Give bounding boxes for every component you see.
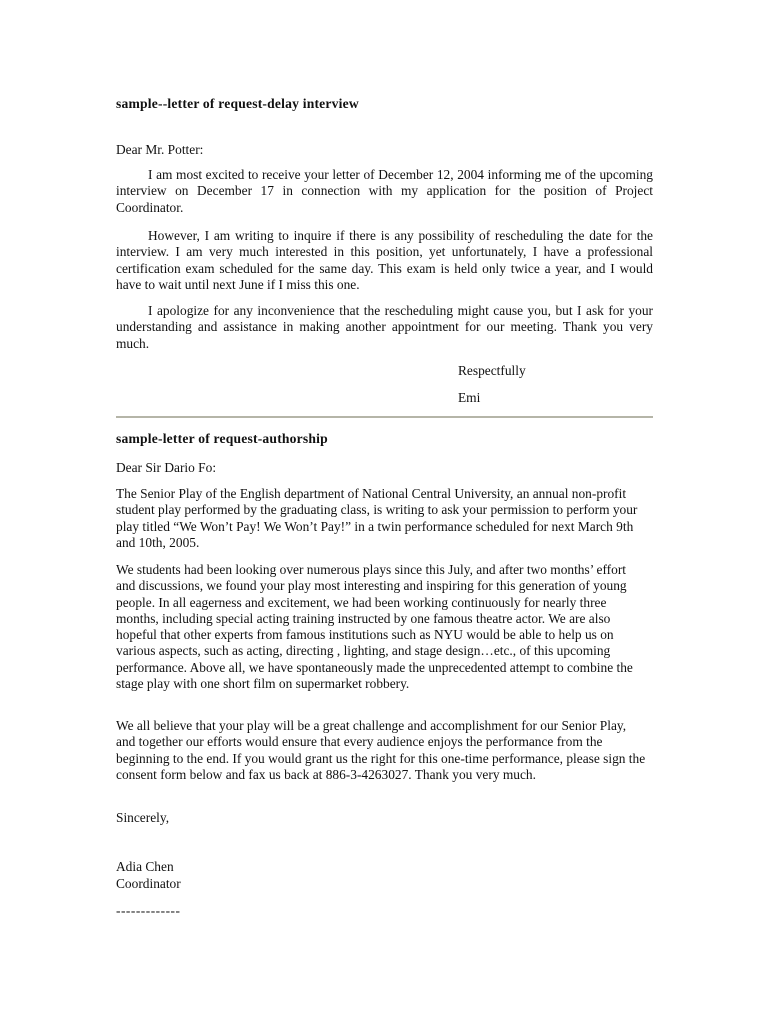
letter1-salutation: Dear Mr. Potter: [116,142,204,157]
section-divider [116,416,653,418]
letter2-salutation: Dear Sir Dario Fo: [116,460,217,475]
letter1-title: sample--letter of request-delay interview [116,96,359,111]
letter2-signer-title: Coordinator [116,876,181,891]
letter1-closing: Respectfully [458,363,526,378]
letter2-paragraph-3: We all believe that your play will be a great challenge and accomplishment for our Senior Play, and together our efforts would ensure that every audience enjoys the performance from the beginning to the end. If you would grant us the right for this one-time performance, please sign the consent form below and fax us back at 886-3-4263027. Thank you very much. [116,718,646,782]
letter1-paragraph-1: I am most excited to receive your letter of December 12, 2004 informing me of the upcoming interview on December 17 in connection with my application for the position of Project Coordinator. [116,167,653,215]
letter1-paragraph-2: However, I am writing to inquire if there is any possibility of rescheduling the date for the interview. I am very much interested in this position, yet unfortunately, I have a professional certification exam scheduled for the same day. This exam is held only twice a year, and I would have to wait until next June if I miss this one. [116,228,653,292]
letter2-paragraph-1: The Senior Play of the English department of National Central University, an annual non-profit student play performed by the graduating class, is writing to ask your permission to perform your play titled “We Won’t Pay! We Won’t Pay!” in a twin performance scheduled for next March 9th and 10th, 2005. [116,486,638,550]
letter2-signer-name: Adia Chen [116,859,174,874]
letter2-closing: Sincerely, [116,810,170,825]
letter1-paragraph-3: I apologize for any inconvenience that the rescheduling might cause you, but I ask for your understanding and assistance in making another appointment for our meeting. Thank you very much. [116,303,653,351]
signature-separator: ------------- [116,903,181,918]
letter2-paragraph-2: We students had been looking over numerous plays since this July, and after two months’ effort and discussions, we found your play most interesting and inspiring for this generation of young people. In all eagerness and excitement, we had been working continuously for nearly three months, including special acting training instructed by one famous theatre actor. We are also hopeful that other experts from famous institutions such as NYU would be able to help us on various aspects, such as acting, directing , lighting, and stage design…etc., of this upcoming performance. Above all, we have spontaneously made the unprecedented attempt to combine the stage play with one short film on supermarket robbery. [116,562,633,692]
letter2-title: sample-letter of request-authorship [116,431,328,446]
letter1-signature: Emi [458,390,481,405]
